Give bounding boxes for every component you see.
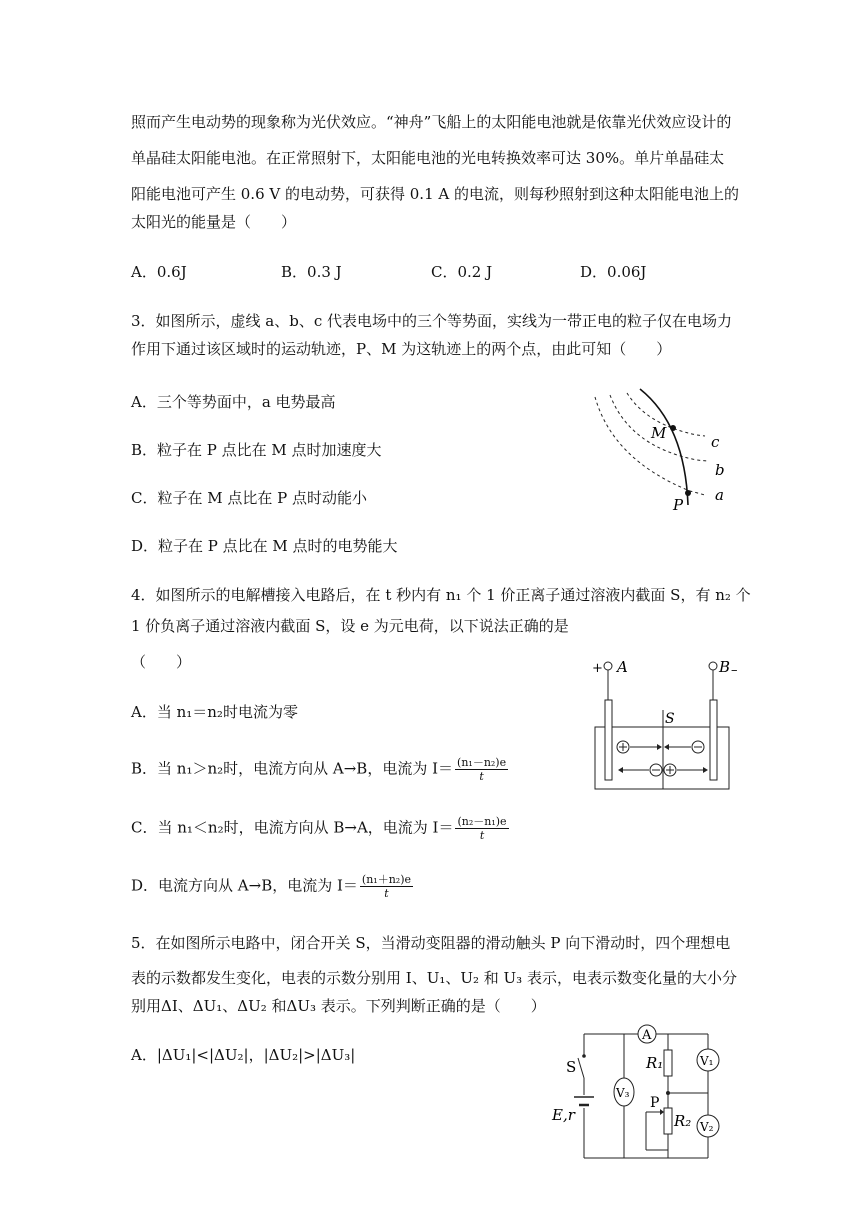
q4-option-c-formula bbox=[455, 815, 508, 842]
arrowhead-right-1 bbox=[657, 744, 662, 750]
q3-option-c: C．粒子在 M 点比在 P 点时动能小 bbox=[131, 489, 368, 507]
arrowhead-left-1 bbox=[664, 744, 669, 750]
q2-line-2: 单晶硅太阳能电池。在正常照射下，太阳能电池的光电转换效率可达 30%。单片单晶硅太 bbox=[131, 149, 725, 167]
q3-line-2: 作用下通过该区域时的运动轨迹，P、M 为这轨迹上的两个点，由此可知（ ） bbox=[131, 340, 672, 358]
tank-outline bbox=[595, 727, 729, 789]
label-b: B bbox=[719, 658, 731, 676]
v2-label: V₂ bbox=[700, 1120, 714, 1134]
q4-option-b bbox=[131, 756, 508, 783]
q4-option-c-numerator: (n₂－n₁)e bbox=[457, 815, 507, 828]
equipotential-a bbox=[595, 397, 705, 495]
minus-sign: – bbox=[731, 663, 738, 678]
q5-line-1: 5．在如图所示电路中，闭合开关 S，当滑动变阻器的滑动触头 P 向下滑动时，四个理想电 bbox=[131, 934, 731, 952]
slider-arrowhead bbox=[660, 1109, 664, 1115]
switch-label: S bbox=[566, 1058, 577, 1076]
q4-option-d-text: D．电流方向从 A→B，电流为 I＝ bbox=[131, 876, 358, 895]
r2-label: R₂ bbox=[674, 1112, 692, 1130]
label-a: a bbox=[715, 486, 724, 504]
point-m bbox=[670, 425, 676, 431]
electrode-b bbox=[710, 700, 717, 780]
label-c: c bbox=[711, 433, 720, 451]
q5-line-3: 别用ΔI、ΔU₁、ΔU₂ 和ΔU₃ 表示。下列判断正确的是（ ） bbox=[131, 997, 546, 1015]
q3-option-d: D．粒子在 P 点比在 M 点时的电势能大 bbox=[131, 537, 398, 555]
terminal-b bbox=[709, 662, 717, 670]
q4-option-b-denominator: t bbox=[479, 770, 484, 783]
arrowhead-right-2 bbox=[703, 767, 708, 773]
electrolytic-cell-figure bbox=[585, 655, 740, 795]
q3-line-1: 3．如图所示，虚线 a、b、c 代表电场中的三个等势面，实线为一带正电的粒子仅在电场力 bbox=[131, 312, 733, 330]
q3-option-a: A．三个等势面中，a 电势最高 bbox=[131, 393, 336, 411]
q4-option-b-text: B．当 n₁＞n₂时，电流方向从 A→B，电流为 I＝ bbox=[131, 759, 454, 778]
q4-line-2: 1 价负离子通过溶液内截面 S，设 e 为元电荷，以下说法正确的是 bbox=[131, 617, 569, 635]
switch-contact bbox=[582, 1054, 586, 1058]
q2-option-b: B．0.3 J bbox=[281, 263, 342, 281]
q2-line-1: 照而产生电动势的现象称为光伏效应。“神舟”飞船上的太阳能电池就是依靠光伏效应设计的 bbox=[131, 113, 732, 131]
q4-option-b-formula bbox=[455, 756, 508, 783]
q4-option-c bbox=[131, 815, 509, 842]
source-label: E,r bbox=[552, 1106, 575, 1124]
circuit-figure bbox=[548, 1020, 728, 1165]
switch-blade bbox=[578, 1058, 584, 1078]
q4-line-1: 4．如图所示的电解槽接入电路后，在 t 秒内有 n₁ 个 1 价正离子通过溶液内截面 S，有 n₂ 个 bbox=[131, 586, 751, 604]
slider-label: P bbox=[650, 1095, 660, 1111]
point-p bbox=[685, 490, 691, 496]
v3-label: V₃ bbox=[616, 1086, 630, 1100]
q4-option-d-denominator: t bbox=[384, 887, 389, 900]
q4-option-d-numerator: (n₁＋n₂)e bbox=[361, 873, 412, 886]
resistor-r1 bbox=[664, 1050, 672, 1076]
r1-label: R₁ bbox=[646, 1054, 664, 1072]
q2-line-3: 阳能电池可产生 0.6 V 的电动势，可获得 0.1 A 的电流，则每秒照射到这种太阳能电池上的 bbox=[131, 185, 739, 203]
q2-option-d: D．0.06J bbox=[580, 263, 647, 281]
q4-option-c-denominator: t bbox=[479, 829, 485, 842]
q4-option-c-text: C．当 n₁＜n₂时，电流方向从 B→A，电流为 I＝ bbox=[131, 818, 454, 837]
q5-option-a: A．|ΔU₁|<|ΔU₂|，|ΔU₂|>|ΔU₃| bbox=[131, 1046, 356, 1064]
rheostat-r2 bbox=[664, 1108, 672, 1134]
q4-option-d-formula bbox=[360, 873, 413, 900]
junction-node bbox=[666, 1091, 670, 1095]
q4-line-3: （ ） bbox=[131, 653, 192, 671]
ammeter-label: A bbox=[642, 1028, 652, 1043]
q2-option-c: C．0.2 J bbox=[431, 263, 493, 281]
q4-option-b-numerator: (n₁－n₂)e bbox=[457, 756, 507, 769]
label-m: M bbox=[651, 424, 667, 442]
q3-option-b: B．粒子在 P 点比在 M 点时加速度大 bbox=[131, 441, 382, 459]
equipotential-figure bbox=[585, 385, 735, 520]
label-a: A bbox=[617, 658, 628, 676]
q5-line-2: 表的示数都发生变化，电表的示数分别用 I、U₁、U₂ 和 U₃ 表示，电表示数变化量的大小分 bbox=[131, 969, 737, 987]
q2-option-a: A．0.6J bbox=[131, 263, 187, 281]
label-b: b bbox=[715, 461, 725, 479]
label-s: S bbox=[665, 711, 675, 727]
terminal-a bbox=[604, 662, 612, 670]
plus-sign: + bbox=[592, 661, 603, 676]
q4-option-a: A．当 n₁＝n₂时电流为零 bbox=[131, 703, 298, 721]
label-p: P bbox=[673, 496, 684, 514]
electrode-a bbox=[605, 700, 612, 780]
q2-line-4: 太阳光的能量是（ ） bbox=[131, 213, 297, 231]
q4-option-d bbox=[131, 873, 413, 900]
arrowhead-left-2 bbox=[618, 767, 623, 773]
v1-label: V₁ bbox=[700, 1054, 714, 1068]
